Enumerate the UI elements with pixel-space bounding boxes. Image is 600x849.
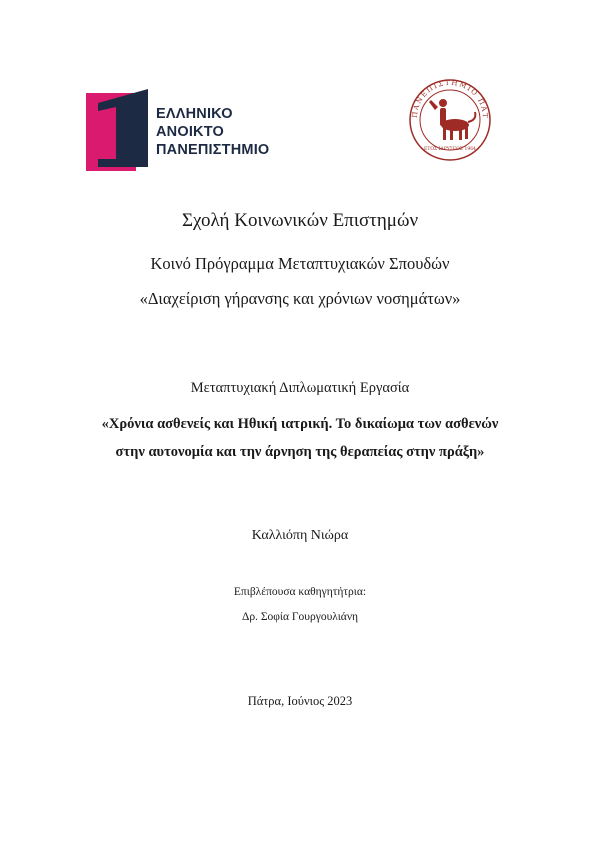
eap-logo-text — [156, 105, 269, 159]
place-date: Πάτρα, Ιούνιος 2023 — [247, 694, 353, 708]
program-title: «Διαχείριση γήρανσης και χρόνιων νοσημάτων» — [139, 289, 461, 308]
seal-bottom-text: ΕΤΟΣ ΙΔΡΥΣΕΩΣ 1964 — [424, 147, 476, 152]
author-name: Καλλιόπη Νιώρα — [251, 528, 349, 543]
supervisor-name: Δρ. Σοφία Γουργουλιάνη — [241, 611, 359, 623]
eap-line-1: ΕΛΛΗΝΙΚΟ — [156, 106, 233, 122]
centaur-seal-icon — [405, 70, 495, 165]
university-of-patras-seal — [405, 70, 495, 165]
svg-text:ΠΑΝΕΠΙΣΤΗΜΙΟ ΠΑΤΡΩΝ — [405, 70, 489, 119]
thesis-type: Μεταπτυχιακή Διπλωματική Εργασία — [190, 380, 410, 396]
supervisor-label: Επιβλέπουσα καθηγητήτρια: — [233, 586, 367, 598]
eap-line-2: ΑΝΟΙΚΤΟ — [156, 124, 224, 140]
eap-line-3: ΠΑΝΕΠΙΣΤΗΜΙΟ — [156, 142, 270, 158]
school-name: Σχολή Κοινωνικών Επιστημών — [181, 210, 419, 231]
hellenic-open-university-logo — [86, 89, 276, 171]
thesis-title: «Χρόνια ασθενείς και Ηθική ιατρική. Το δικαίωμα των ασθενών στην αυτονομία και την άρνηση της θεραπείας στην πράξη» — [101, 416, 499, 460]
program-name: Κοινό Πρόγραμμα Μεταπτυχιακών Σπουδών — [150, 254, 450, 273]
seal-ring-text: ΠΑΝΕΠΙΣΤΗΜΙΟ ΠΑΤ — [410, 78, 490, 120]
